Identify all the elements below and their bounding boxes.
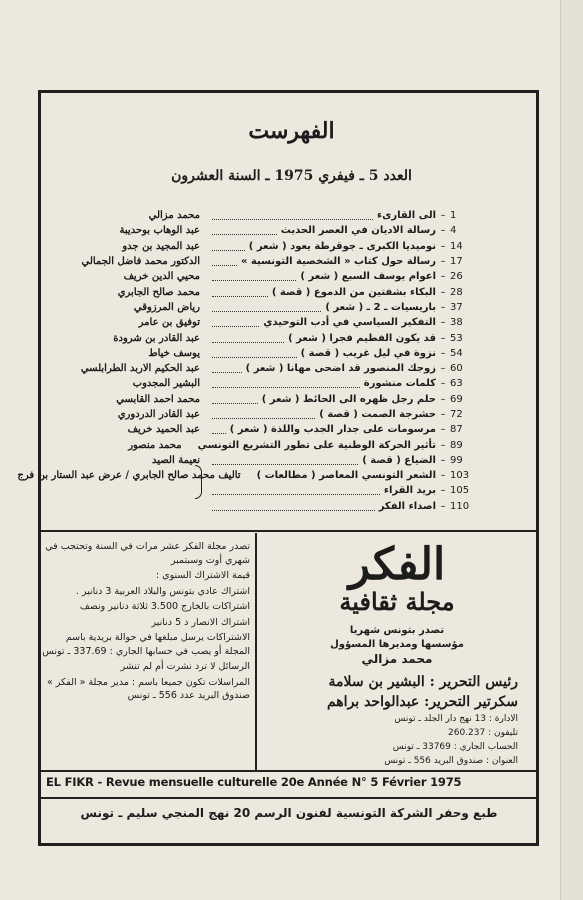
toc-entry-author: محيي الدين خريف xyxy=(123,271,200,283)
toc-entry-author: عبد القادر بن شرودة xyxy=(113,332,200,344)
toc-page-number: 87 xyxy=(450,424,463,436)
toc-entry-author: تاليف محمد صالح الجابري / عرض عبد الستار بن فرج xyxy=(17,470,241,482)
toc-page-number: 17 xyxy=(450,256,463,268)
info-item: اشتراك عادي بتونس والبلاد العربية 3 دنانير . xyxy=(75,585,250,597)
toc-page-number: 110 xyxy=(450,500,470,512)
toc-dot-leader xyxy=(212,349,297,358)
toc-entry-title: نزوة في ليل غريب ( قصة ) xyxy=(300,347,436,359)
toc-dash: – xyxy=(440,347,446,359)
toc-page-number: 60 xyxy=(450,363,463,375)
toc-dot-leader xyxy=(212,272,296,281)
toc-entry-author: توفيق بن عامر xyxy=(138,317,200,329)
toc-dash: – xyxy=(440,470,446,482)
toc-entry-title: الى القارىء xyxy=(377,210,436,222)
toc-dash: – xyxy=(440,363,446,375)
toc-entry-author: عبد الحميد خريف xyxy=(127,424,200,436)
info-item: اشتراك الانصار د 5 دنانير xyxy=(151,616,250,628)
info-item: الاشتراكات يرسل مبلغها في حوالة بريدية باسم المجلة أو يصب في حسابها الجاري : 337.69 ـ تونس xyxy=(42,632,250,657)
toc-entry-author: يوسف خياط xyxy=(148,347,200,359)
toc-dash: – xyxy=(440,301,446,313)
toc-entry xyxy=(17,468,472,483)
toc-entry-title: الضياع ( قصة ) xyxy=(362,454,436,466)
toc-entry-title: حلم رجل ظهره الى الحائط ( شعر ) xyxy=(261,393,436,405)
toc-entry xyxy=(62,300,472,315)
toc-entry xyxy=(62,407,472,422)
toc-dot-leader xyxy=(212,303,321,312)
toc-page-number: 72 xyxy=(450,409,463,420)
toc-page-number: 53 xyxy=(450,332,463,344)
toc-dot-leader xyxy=(212,486,380,495)
toc-dash: – xyxy=(440,485,446,497)
toc-dash: – xyxy=(440,439,446,451)
toc-entry xyxy=(62,483,472,498)
toc-entry-author: محمد مزالي xyxy=(148,210,200,222)
toc-dot-leader xyxy=(212,288,268,297)
admin-address: الادارة : 13 نهج دار الجلد ـ تونس xyxy=(394,714,518,724)
toc-entry-title: رسالة الاديان في العصر الحديث xyxy=(280,225,436,237)
toc-dot-leader xyxy=(212,318,259,327)
toc-dot-leader xyxy=(212,334,284,343)
publication-note: تصدر بتونس شهريا xyxy=(349,625,445,636)
toc-entry xyxy=(62,376,472,391)
toc-dot-leader xyxy=(212,226,277,235)
info-item: قيمة الاشتراك السنوي : xyxy=(155,570,250,581)
toc-entry xyxy=(62,254,472,269)
toc-entry-author: البشير المجدوب xyxy=(132,378,200,390)
toc-entry-title: اصداء الفكر xyxy=(378,500,436,512)
subscription-info-box xyxy=(42,540,250,705)
column-divider xyxy=(255,533,257,770)
info-item: المراسلات تكون جميعا باسم : مدير مجلة « الفكر » صندوق البريد عدد 556 ـ تونس xyxy=(46,676,250,701)
bank-account: الحساب الجاري : 33769 ـ تونس xyxy=(392,742,518,752)
toc-entry-title: اعوام يوسف السبع ( شعر ) xyxy=(300,271,436,283)
section-divider-top xyxy=(41,530,536,532)
toc-entry-author: عبد المجيد بن جدو xyxy=(122,240,200,252)
toc-page-number: 38 xyxy=(450,317,463,329)
toc-entry-title: باريسيات ـ 2 ـ ( شعر ) xyxy=(325,301,436,313)
toc-page-number: 63 xyxy=(450,378,463,390)
toc-dash: – xyxy=(440,256,446,268)
table-of-contents xyxy=(17,208,472,514)
toc-dot-leader xyxy=(212,410,315,419)
toc-entry xyxy=(62,269,472,284)
french-masthead-line: EL FIKR - Revue mensuelle culturelle 20e Année N° 5 Février 1975 xyxy=(46,775,462,789)
toc-entry-author: عبد الحكيم الاربد الطرابلسي xyxy=(80,363,200,375)
toc-page-number: 4 xyxy=(450,225,457,237)
editorial-secretary: سكرتير التحرير: عبدالواحد براهم xyxy=(326,694,518,710)
toc-heading: الفهرست xyxy=(248,118,335,144)
editor-in-chief: رئيس التحرير : البشير بن سلامة xyxy=(328,674,518,690)
toc-entry-author: محمد صالح الجابري xyxy=(117,286,200,298)
toc-dot-leader xyxy=(212,242,245,251)
toc-dash: – xyxy=(440,317,446,329)
toc-entry xyxy=(62,392,472,407)
toc-entry-title: مرسومات على جدار الجدب واللذة ( شعر ) xyxy=(229,424,436,436)
toc-dot-leader xyxy=(212,502,375,511)
toc-entry-author: عبد الوهاب بوحديبة xyxy=(119,225,200,237)
toc-dash: – xyxy=(440,500,446,512)
toc-page-number: 99 xyxy=(450,454,463,466)
issue-line: العدد 5 ـ فيفري 1975 ـ السنة العشرون xyxy=(171,168,412,184)
toc-dot-leader xyxy=(212,257,237,266)
founder-label: مؤسسها ومديرها المسؤول xyxy=(330,639,464,650)
toc-page-number: 37 xyxy=(450,301,463,313)
toc-entry-title: بريد القراء xyxy=(383,485,436,497)
toc-entry xyxy=(62,453,472,468)
toc-page-number: 89 xyxy=(450,439,463,451)
toc-page-number: 103 xyxy=(450,470,470,482)
toc-page-number: 28 xyxy=(450,286,463,298)
toc-page-number: 54 xyxy=(450,347,463,359)
toc-dash: – xyxy=(440,378,446,390)
magazine-subtitle: مجلة ثقافية xyxy=(339,587,455,616)
info-item: تصدر مجلة الفكر عشر مرات في السنة وتحتجب في شهري أوت وسبتمبر xyxy=(45,541,250,566)
section-divider-bottom xyxy=(41,770,536,772)
toc-entry-title: تأثير الحركة الوطنية على تطور التشريع التونسي xyxy=(197,439,436,451)
toc-dot-leader xyxy=(212,425,226,434)
toc-dot-leader xyxy=(212,395,258,404)
section-divider-footer xyxy=(41,797,536,799)
toc-page-number: 69 xyxy=(450,393,463,405)
toc-page-number: 1 xyxy=(450,210,457,222)
toc-entry xyxy=(62,208,472,223)
toc-entry-title: التفكير السياسي في أدب التوحيدي xyxy=(263,317,436,329)
toc-entry xyxy=(62,239,472,254)
toc-entry-author: محمد منصور xyxy=(128,439,182,451)
toc-dash: – xyxy=(440,271,446,283)
toc-dot-leader xyxy=(212,364,242,373)
toc-entry-title: حشرجة الصمت ( قصة ) xyxy=(319,409,436,420)
toc-entry-title: نوميديا الكبرى ـ جوقرطة يعود ( شعر ) xyxy=(248,240,436,252)
toc-dash: – xyxy=(440,240,446,252)
toc-entry-title: زوجك المنصور قد اضحى مهانا ( شعر ) xyxy=(245,363,436,375)
toc-entry xyxy=(62,361,472,376)
author-brace xyxy=(195,465,202,499)
toc-entry-author: عبد القادر الدردوري xyxy=(117,409,200,420)
toc-entry xyxy=(62,422,472,437)
toc-entry-title: رسالة حول كتاب « الشخصية التونسية » xyxy=(240,256,436,268)
founder-name: محمد مزالي xyxy=(361,652,433,666)
toc-dash: – xyxy=(440,286,446,298)
toc-dash: – xyxy=(440,409,446,420)
toc-page-number: 26 xyxy=(450,271,463,283)
magazine-logo: الفكر xyxy=(348,539,446,590)
toc-entry xyxy=(62,315,472,330)
toc-entry-title: الشعر التونسي المعاصر ( مطالعات ) xyxy=(256,470,436,482)
toc-dot-leader xyxy=(212,211,373,220)
toc-entry xyxy=(62,437,472,452)
toc-entry-author: الدكتور محمد فاضل الجمالي xyxy=(81,256,200,268)
toc-page-number: 14 xyxy=(450,240,463,252)
masthead xyxy=(262,539,532,768)
toc-entry-title: كلمات منشورة xyxy=(363,378,436,390)
toc-dash: – xyxy=(440,393,446,405)
toc-entry xyxy=(62,330,472,345)
toc-entry xyxy=(62,284,472,299)
toc-entry-title: البكاء بشفتين من الدموع ( قصة ) xyxy=(271,286,436,298)
toc-dash: – xyxy=(440,454,446,466)
postal-address: العنوان : صندوق البريد 556 ـ تونس xyxy=(384,756,518,766)
toc-dot-leader xyxy=(212,379,360,388)
toc-entry-author: رياض المرزوقي xyxy=(133,301,200,313)
toc-entry xyxy=(62,499,472,514)
toc-dash: – xyxy=(440,210,446,222)
toc-entry-author: محمد احمد القابسي xyxy=(116,393,200,405)
toc-page-number: 105 xyxy=(450,485,470,497)
toc-dash: – xyxy=(440,424,446,436)
toc-dash: – xyxy=(440,332,446,344)
toc-entry-author: نعيمة الصيد xyxy=(151,454,200,466)
toc-dash: – xyxy=(440,225,446,237)
phone-number: تليفون : 260.237 xyxy=(448,728,518,738)
printer-line: طبع وحفر الشركة التونسية لفنون الرسم 20 نهج المنجي سليم ـ تونس xyxy=(80,806,498,820)
toc-dot-leader xyxy=(212,456,358,465)
toc-entry xyxy=(62,223,472,238)
toc-entry xyxy=(62,346,472,361)
info-item: الرسائل لا ترد نشرت أم لم تنشر xyxy=(120,661,250,672)
toc-entry-title: قد يكون الفطيم فجرا ( شعر ) xyxy=(288,332,436,344)
info-item: اشتراكات بالخارج 3.500 ثلاثة دنانير ونصف xyxy=(79,601,250,612)
